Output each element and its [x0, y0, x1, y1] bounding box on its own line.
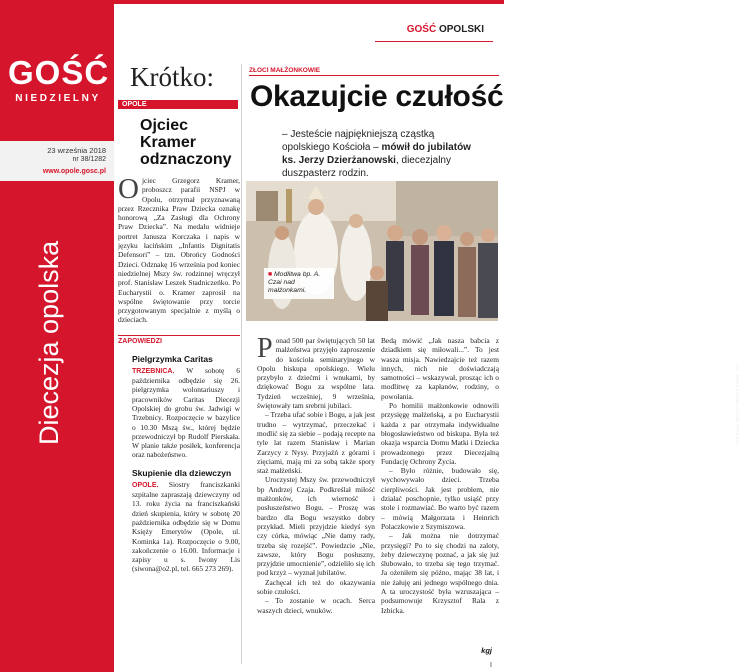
place-label-2: OPOLE.	[132, 481, 159, 489]
article-column-2	[381, 336, 499, 615]
article-dropcap: P	[257, 333, 273, 364]
author-signature: kgj	[481, 646, 492, 655]
diocese-label: Diecezja opolska	[34, 240, 64, 445]
header-rule	[375, 41, 493, 42]
website-link[interactable]	[43, 168, 106, 175]
header-brand	[407, 24, 484, 35]
section-title: Krótko:	[130, 62, 214, 92]
logo-subtitle: NIEDZIELNY	[15, 93, 101, 104]
caption-text: Modlitwa bp. A. Czai nad małżonkami.	[268, 271, 321, 295]
article-paragraph: Zachęcał ich też do okazywania sobie czułości.	[257, 577, 375, 597]
article-tag: ZŁOCI MAŁŻONKOWIE	[249, 67, 321, 74]
place-label: TRZEBNICA.	[132, 367, 175, 375]
article-paragraph: Bedą mówić „Jak nasza babcia z dziadkiem się miłowali...”. To jest wasza misja. Nawiedzajcie też razem innych, nich nie doświadczają samotności – wskazywał, prosząc ich o modlitwę za kapłanów, rodziny, o powołania.	[381, 336, 499, 401]
logo-title: GOŚĆ	[8, 54, 110, 91]
announcement-body	[132, 366, 240, 460]
announcement-headline: Pielgrzymka Caritas	[132, 353, 213, 364]
article-paragraph: – To zostanie w ocach. Serca waszych dzieci, wnuków.	[257, 596, 375, 615]
brand-dark: OPOLSKI	[438, 24, 484, 35]
brief-headline: Ojciec Kramer odznaczony	[140, 117, 232, 168]
issue-number: nr 38/1282	[72, 156, 106, 163]
brief-body	[118, 173, 240, 325]
article-paragraph: Po homilii małżonkowie odnowili przysięgę małżeńską, a po Eucharystii każda z par otrzymała indywidualne błogosławieństwo od biskupa. Była też okazja wsparcia Domu Matki i Dziecka prowadzonego przez Diecezjalną Fundację Ochrony Życia.	[381, 401, 499, 466]
article-lead	[282, 128, 482, 180]
caption-bullet-icon: ■	[268, 271, 273, 278]
briefs-column	[118, 62, 240, 574]
header-top-line	[114, 0, 504, 4]
lead-bold: mówił do jubilatów ks. Jerzy Dzierżanowski	[282, 142, 471, 166]
article-title: Okazujcie czułość	[250, 80, 504, 113]
location-tag: OPOLE	[118, 100, 238, 109]
brand-red: GOŚĆ	[406, 24, 437, 35]
issue-date: 23 września 2018	[47, 146, 106, 155]
brief-text: jciec Grzegorz Kramer, proboszcz parafii NSPJ w Opolu, otrzymał przyznawaną przez Rzecznika Praw Dziecka oznakę honorową „Za Zasługi dla Ochrony Praw Dziecka”. Na medalu widnieje portret Janusza Korczaka i napis w języku łacińskim „Infantis Dignitatis Defensori” – tzn. Obrońcy Godności Dzieci. Odznakę 16 września pod koniec niedzielnej Mszy św. rodzinnej wręczył prof. Stanisław Leszek Stadniczeńko. Po Eucharystii o. Kramer zaprosił na wspólne świętowanie przy torcie przygotowanym specjalnie z myślą o dzieciach.	[118, 176, 240, 325]
announcements-tag: ZAPOWIEDZI	[118, 335, 240, 345]
article-paragraph: – Było różnie, budowało się, wychowywało dzieci. Trzeba cierpliwości. Jak jest problem, nie działać poschopnie, tylko usiąść przy stole i rozmawiać. Bo warto być razem – mówią Małgorzata i Heinrich Polaczkowie z Szymiszowa.	[381, 466, 499, 531]
column-divider	[241, 64, 242, 664]
announcement-headline-2: Skupienie dla dziewczyn	[132, 467, 232, 478]
article-text: onad 500 par świętujących 50 lat małżeństwa przyjęło zaproszenie do kościoła seminaryjnego w Opolu biskupa opolskiego. Wielu przybyło z dziećmi i wnukami, by dziękować Bogu za wspólne lata. Tydzień wcześniej, 9 września, świętowały tam srebrni jubilaci.	[257, 336, 375, 411]
article-paragraph: – Trzeba ufać sobie i Bogu, a jak jest trudno – wytrzymać, przeczekać i modlić się za siebie – podają recepte na tyle lat razem Stanisław i Marian Zarzycy z Nysy. Przyjaźń z górami i zięciami, mają mi za sobą także spory staż małżeński.	[257, 410, 375, 476]
article-paragraph: – Jak można nie dotrzymać przysięgi? Po to się chodzi na zaloty, żeby dziewczynę poznać, a jak się już ślubowało, to trzeba się tego trzymać. Ja ożeniłem się późno, mając 38 lat, i nie żałuję ani jednego wspólnego dnia. A ta uroczystość była wzruszająca – podsumowuje Krzysztof Rala z Izbicka.	[381, 531, 499, 615]
article-tag-line	[249, 75, 499, 76]
announcement-text-2: Siostry franciszkanki szpitalne zapraszają dziewczyny od 13. roku życia na franciszkański dzień skupienia, który w sobotę 20 października odbędzie się w Domu Księży Emerytów (Opole, ul. Kominka 1a). Rozpoczęcie o 9.00, zakończenie o 16.00. Informacje i zapisy u s. Iwony Lis (siwona@o2.pl, tel. 665 273 269).	[132, 479, 240, 574]
article-paragraph: Uroczystej Mszy św. przewodniczył bp Andrzej Czaja. Podkreślał miłość małżonków, ich wierność i posłuszeństwo Bogu. – Proszę was bardzo dla Bogu wszystko dobry przykład. Mieli przyjdzie kiedyś syn czy córka, mówiąc „Nie damy rady, trzeba się rozejść”. Powiedzcie „Nie, zawsze, który Bogu posłuszny, przyjdzie umocnienie”, odzieliło się ich pod krzyż – wyznał jubilatów.	[257, 475, 375, 578]
page-number: I	[490, 662, 492, 669]
lead-end: , diecezjalny duszpasterz rodzin.	[282, 155, 451, 179]
announcement-text: W sobotę 6 października odbędzie się 26. pielgrzymka wolontariuszy i pracowników Caritas Diecezji Opolskiej do grobu św. Jadwigi w Trzebnicy. Rozpoczęcie w bazylice o 10.30 Mszą św., której będzie przewodniczył bp Rudolf Pierskała. W planie także posiłek, konferencja oraz nabożeństwo.	[132, 365, 240, 460]
announcement-body-2	[132, 480, 240, 574]
photo-illustration	[246, 181, 498, 321]
issue-info	[0, 141, 114, 181]
photo-caption	[264, 268, 334, 299]
sidebar	[0, 0, 114, 672]
web-text: www.opole.gosc.pl	[42, 168, 106, 175]
article-paragraph	[257, 333, 375, 411]
lead-text: – Jesteście najpiękniejszą cząstką opolskiego Kościoła –	[282, 129, 435, 153]
dropcap: O	[118, 173, 139, 205]
photo-credit: KS. JERZY KOBIELA/GOŚĆ OPOLSKI	[735, 365, 740, 444]
logo-block	[0, 0, 114, 141]
article-column-1	[257, 333, 375, 615]
